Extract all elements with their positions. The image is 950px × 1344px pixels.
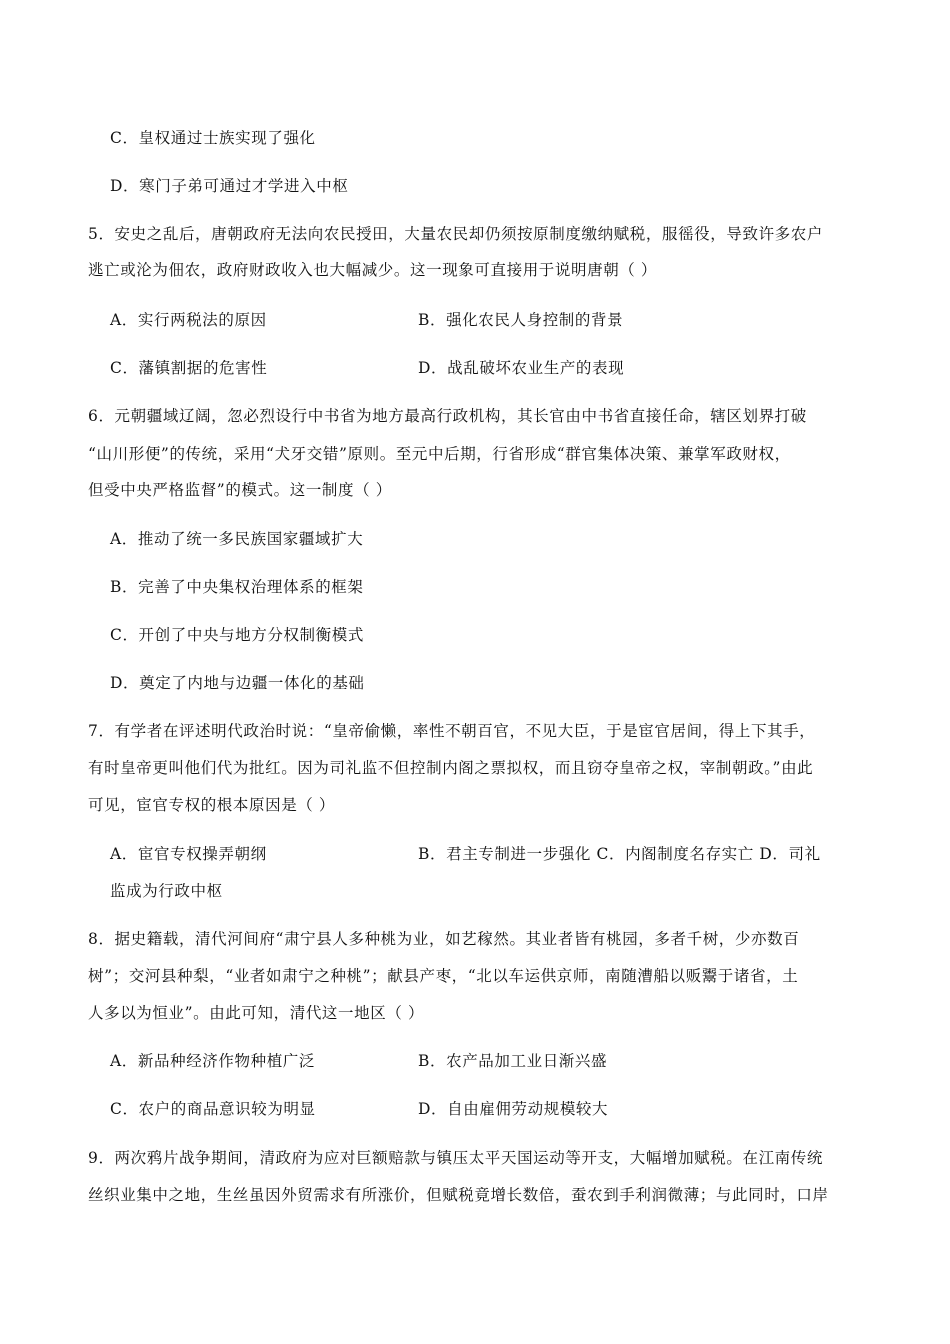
q6-option-b: B．完善了中央集权治理体系的框架 bbox=[110, 578, 364, 596]
q9-stem-line-1: 9．两次鸦片战争期间，清政府为应对巨额赔款与镇压太平天国运动等开支，大幅增加赋税。在江南传统 bbox=[88, 1149, 823, 1167]
q5-stem-line-1: 5．安史之乱后，唐朝政府无法向农民授田，大量农民却仍须按原制度缴纳赋税，服徭役，导致许多农户 bbox=[88, 225, 823, 243]
q6-stem-line-2: “山川形便”的传统，采用“犬牙交错”原则。至元中后期，行省形成“群官集体决策、兼掌军政财权， bbox=[88, 445, 791, 463]
q7-options-b-c-d: B．君主专制进一步强化 C．内阁制度名存实亡 D．司礼 bbox=[418, 845, 821, 863]
q6-stem-line-1: 6．元朝疆域辽阔，忽必烈设行中书省为地方最高行政机构，其长官由中书省直接任命，辖区划界打破 bbox=[88, 407, 807, 425]
q8-option-b: B．农产品加工业日渐兴盛 bbox=[418, 1052, 608, 1070]
q9-stem-line-2: 丝织业集中之地，生丝虽因外贸需求有所涨价，但赋税竟增长数倍，蚕农到手利润微薄；与此同时，口岸 bbox=[88, 1186, 829, 1204]
q8-stem-line-2: 树”；交河县种梨，“业者如肃宁之种桃”；献县产枣，“北以车运供京师，南随漕船以贩鬻于诸省，土 bbox=[88, 967, 799, 985]
q7-stem-line-1: 7．有学者在评述明代政治时说：“皇帝偷懒，率性不朝百官，不见大臣，于是宦官居间，得上下其手， bbox=[88, 722, 816, 740]
q5-option-a: A．实行两税法的原因 bbox=[110, 311, 267, 329]
q8-option-c: C．农户的商品意识较为明显 bbox=[110, 1100, 316, 1118]
q7-stem-line-3: 可见，宦官专权的根本原因是（ ） bbox=[88, 796, 336, 814]
q5-option-c: C．藩镇割据的危害性 bbox=[110, 359, 268, 377]
q6-option-d: D．奠定了内地与边疆一体化的基础 bbox=[110, 674, 365, 692]
q7-stem-line-2: 有时皇帝更叫他们代为批红。因为司礼监不但控制内阁之票拟权，而且窃夺皇帝之权，宰制朝政。”由此 bbox=[88, 759, 814, 777]
q7-option-a: A．宦官专权操弄朝纲 bbox=[110, 845, 267, 863]
q5-stem-line-2: 逃亡或沦为佃农，政府财政收入也大幅减少。这一现象可直接用于说明唐朝（ ） bbox=[88, 261, 658, 279]
q8-stem-line-3: 人多以为恒业”。由此可知，清代这一地区（ ） bbox=[88, 1004, 425, 1022]
q4-option-c: C．皇权通过士族实现了强化 bbox=[110, 129, 316, 147]
q5-option-d: D．战乱破坏农业生产的表现 bbox=[418, 359, 625, 377]
q6-option-c: C．开创了中央与地方分权制衡模式 bbox=[110, 626, 364, 644]
q8-option-d: D．自由雇佣劳动规模较大 bbox=[418, 1100, 609, 1118]
q6-stem-line-3: 但受中央严格监督”的模式。这一制度（ ） bbox=[88, 481, 392, 499]
q4-option-d: D．寒门子弟可通过才学进入中枢 bbox=[110, 177, 349, 195]
q6-option-a: A．推动了统一多民族国家疆域扩大 bbox=[110, 530, 364, 548]
q8-option-a: A．新品种经济作物种植广泛 bbox=[110, 1052, 315, 1070]
q5-option-b: B．强化农民人身控制的背景 bbox=[418, 311, 624, 329]
q7-option-d-continued: 监成为行政中枢 bbox=[110, 882, 223, 900]
q8-stem-line-1: 8．据史籍载，清代河间府“肃宁县人多种桃为业，如艺稼然。其业者皆有桃园，多者千树，少亦数百 bbox=[88, 930, 800, 948]
